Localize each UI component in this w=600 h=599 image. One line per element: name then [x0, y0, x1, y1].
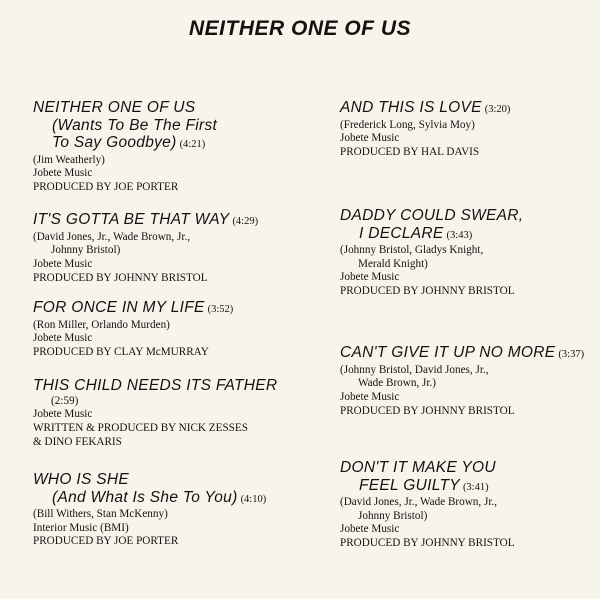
track-publisher: Jobete Music — [33, 332, 93, 345]
track-title — [33, 471, 266, 508]
track-duration: (3:41) — [462, 481, 489, 493]
track-credits — [33, 231, 258, 286]
track-duration: (3:37) — [558, 349, 585, 360]
track-publisher: Jobete Music — [340, 271, 400, 284]
track-credits — [33, 508, 266, 549]
track-credits — [340, 119, 510, 160]
track-writers: (Jim Weatherly) — [33, 153, 105, 166]
track-title-line: WHO IS SHE — [33, 471, 130, 488]
track-title — [340, 344, 584, 364]
track-duration: (2:59) — [51, 394, 79, 407]
track-duration: (3:43) — [446, 229, 473, 241]
track-producer-credit: PRODUCED BY JOE PORTER — [33, 535, 179, 548]
track-writers: (Ron Miller, Orlando Murden) — [33, 318, 170, 331]
track-title-line: IT'S GOTTA BE THAT WAY — [33, 211, 230, 228]
track-entry — [340, 459, 515, 551]
track-writers: (Bill Withers, Stan McKenny) — [33, 508, 168, 520]
track-duration: (3:20) — [484, 104, 511, 115]
track-title — [33, 211, 258, 231]
track-title-line: FOR ONCE IN MY LIFE — [33, 299, 205, 316]
track-title-line: CAN'T GIVE IT UP NO MORE — [340, 344, 556, 361]
track-title-line: AND THIS IS LOVE — [340, 99, 482, 116]
track-entry — [33, 211, 258, 285]
track-credits — [33, 154, 217, 195]
track-entry — [33, 471, 266, 549]
track-entry — [340, 99, 510, 160]
track-writers: (David Jones, Jr., Wade Brown, Jr., — [33, 230, 191, 243]
track-title-line: FEEL GUILTY — [359, 476, 460, 494]
track-title-line: (Wants To Be The First — [52, 116, 218, 134]
track-producer-credit: PRODUCED BY JOHNNY BRISTOL — [340, 537, 515, 550]
track-writers: Wade Brown, Jr.) — [358, 377, 437, 390]
track-publisher: Jobete Music — [33, 167, 93, 180]
track-entry — [33, 299, 233, 360]
track-credits — [340, 244, 523, 299]
track-writers: Johnny Bristol) — [51, 244, 121, 257]
track-writers: (Frederick Long, Sylvia Moy) — [340, 118, 475, 131]
track-entry — [33, 99, 217, 195]
track-credits — [33, 395, 277, 450]
track-duration: (4:21) — [179, 139, 206, 150]
track-duration: (3:52) — [207, 304, 234, 315]
track-title — [33, 99, 217, 154]
track-credits — [340, 496, 515, 551]
track-producer-credit: PRODUCED BY JOHNNY BRISTOL — [33, 271, 208, 284]
track-title — [340, 99, 510, 119]
track-producer-credit: PRODUCED BY JOHNNY BRISTOL — [340, 285, 515, 298]
track-producer-credit: WRITTEN & PRODUCED BY NICK ZESSES — [33, 421, 248, 434]
track-entry — [340, 207, 523, 299]
track-publisher: Jobete Music — [340, 523, 400, 536]
track-publisher: Interior Music (BMI) — [33, 521, 129, 534]
track-title — [340, 207, 523, 244]
track-writers: (Johnny Bristol, Gladys Knight, — [340, 244, 484, 256]
track-publisher: Jobete Music — [33, 257, 93, 270]
track-producer-credit: & DINO FEKARIS — [33, 435, 122, 448]
track-writers: (David Jones, Jr., Wade Brown, Jr., — [340, 496, 498, 508]
track-writers: (Johnny Bristol, David Jones, Jr., — [340, 363, 489, 376]
track-producer-credit: PRODUCED BY JOE PORTER — [33, 180, 179, 193]
track-producer-credit: PRODUCED BY CLAY McMURRAY — [33, 345, 209, 358]
track-credits — [340, 364, 584, 419]
track-producer-credit: PRODUCED BY JOHNNY BRISTOL — [340, 404, 515, 417]
track-duration: (4:29) — [232, 216, 259, 227]
track-writers: Merald Knight) — [358, 257, 428, 270]
track-title — [33, 377, 277, 395]
track-publisher: Jobete Music — [340, 390, 400, 403]
track-credits — [33, 319, 233, 360]
track-title — [340, 459, 515, 496]
track-title-line: NEITHER ONE OF US — [33, 99, 196, 116]
track-title-line: DADDY COULD SWEAR, — [340, 207, 524, 224]
track-producer-credit: PRODUCED BY HAL DAVIS — [340, 145, 480, 158]
track-entry — [33, 377, 277, 449]
track-title-line: I DECLARE — [359, 224, 444, 242]
track-title-line: DON'T IT MAKE YOU — [340, 459, 496, 476]
track-entry — [340, 344, 584, 418]
track-title-line: To Say Goodbye) — [52, 134, 177, 151]
track-duration: (4:10) — [240, 493, 267, 505]
track-title — [33, 299, 233, 319]
album-title: NEITHER ONE OF US — [188, 17, 412, 40]
track-publisher: Jobete Music — [33, 408, 93, 421]
track-writers: Johnny Bristol) — [358, 509, 428, 522]
track-publisher: Jobete Music — [340, 132, 400, 145]
track-title-line: THIS CHILD NEEDS ITS FATHER — [33, 377, 278, 394]
track-title-line: (And What Is She To You) — [52, 488, 238, 506]
